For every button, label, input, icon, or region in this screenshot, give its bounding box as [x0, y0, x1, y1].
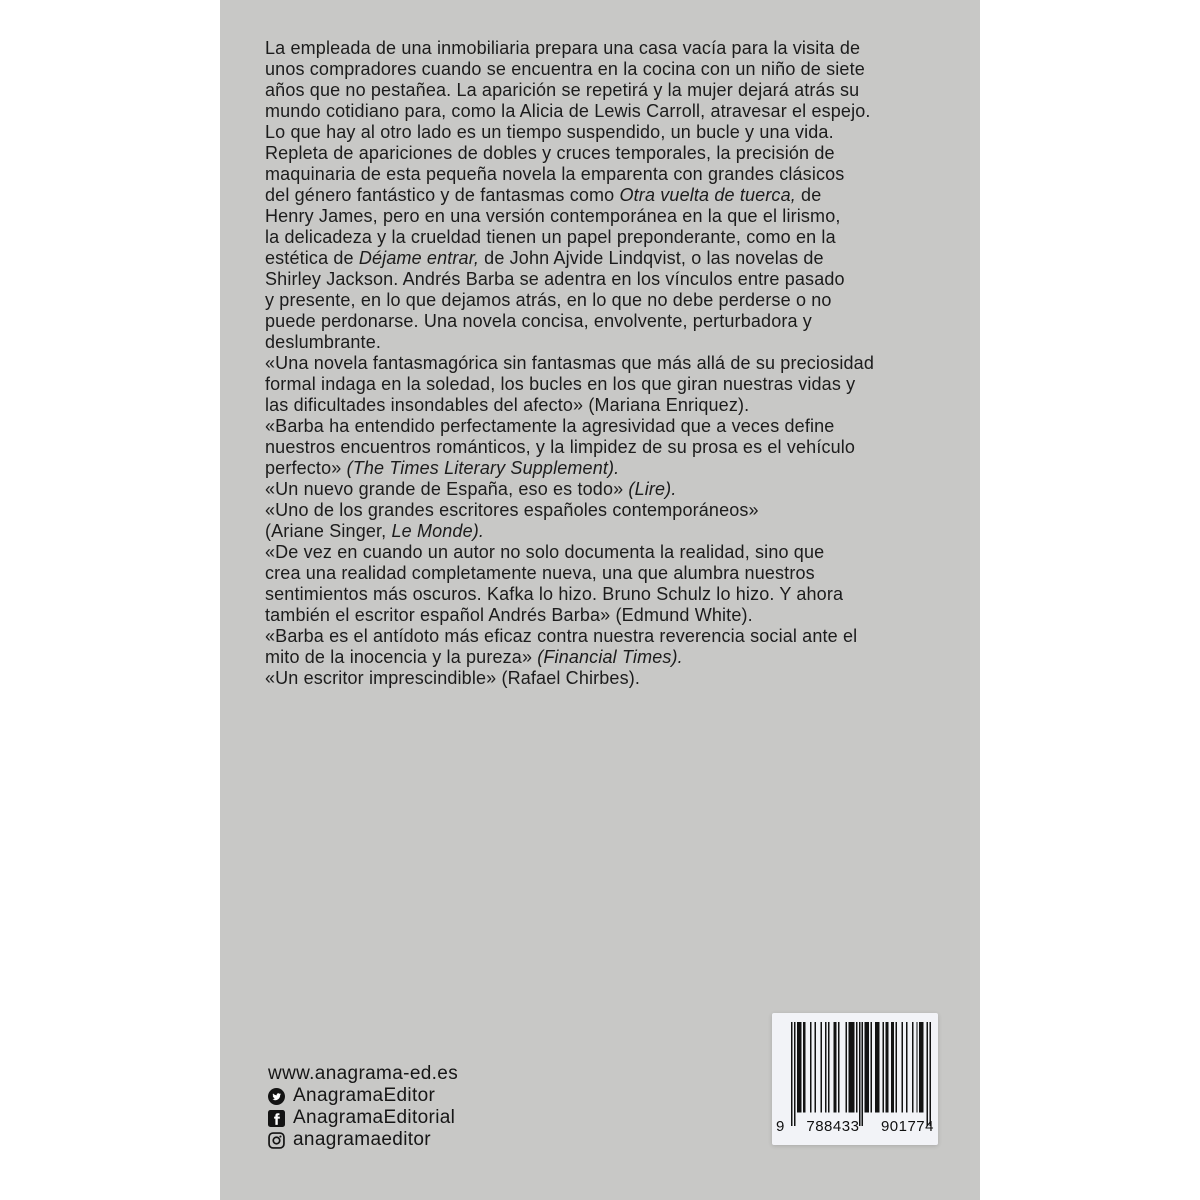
- blurb-line: puede perdonarse. Una novela concisa, envolvente, perturbadora y: [265, 311, 812, 331]
- social-handle: AnagramaEditor: [293, 1085, 436, 1106]
- blurb-line: Repleta de apariciones de dobles y cruces temporales, la precisión de: [265, 143, 835, 163]
- blurb-line: La empleada de una inmobiliaria prepara una casa vacía para la visita de: [265, 38, 861, 58]
- blurb-line: «De vez en cuando un autor no solo documenta la realidad, sino que: [265, 542, 825, 562]
- blurb-line: «Barba es el antídoto más eficaz contra nuestra reverencia social ante el: [265, 626, 858, 646]
- blurb-line: Lo que hay al otro lado es un tiempo suspendido, un bucle y una vida.: [265, 122, 834, 142]
- blurb-line: perfecto» (The Times Literary Supplement).: [265, 458, 620, 478]
- social-handle: anagramaeditor: [293, 1129, 431, 1150]
- publisher-website: www.anagrama-ed.es: [268, 1063, 459, 1084]
- blurb-line: formal indaga en la soledad, los bucles en los que giran nuestras vidas y: [265, 374, 856, 394]
- blurb-line: «Una novela fantasmagórica sin fantasmas que más allá de su preciosidad: [265, 353, 874, 373]
- blurb-line: «Un nuevo grande de España, eso es todo» (Lire).: [265, 479, 677, 499]
- book-back-cover: [220, 0, 980, 1200]
- twitter-icon: [268, 1088, 285, 1105]
- blurb-line: estética de Déjame entrar, de John Ajvide Lindqvist, o las novelas de: [265, 248, 824, 268]
- blurb-line: (Ariane Singer, Le Monde).: [265, 521, 485, 541]
- blurb-line: mito de la inocencia y la pureza» (Financial Times).: [265, 647, 683, 667]
- publisher-links: [268, 1063, 458, 1151]
- blurb-line: mundo cotidiano para, como la Alicia de Lewis Carroll, atravesar el espejo.: [265, 101, 871, 121]
- isbn-left-group: 788433: [806, 1118, 860, 1135]
- blurb-text: [265, 38, 874, 689]
- blurb-line: «Barba ha entendido perfectamente la agresividad que a veces define: [265, 416, 835, 436]
- barcode-bars: [791, 1022, 931, 1126]
- blurb-line: maquinaria de esta pequeña novela la emparenta con grandes clásicos: [265, 164, 845, 184]
- blurb-line: «Uno de los grandes escritores españoles contemporáneos»: [265, 500, 759, 520]
- blurb-line: años que no pestañea. La aparición se repetirá y la mujer dejará atrás su: [265, 80, 860, 100]
- isbn-check-digit: 9: [776, 1118, 785, 1135]
- blurb-line: y presente, en lo que dejamos atrás, en lo que no debe perderse o no: [265, 290, 832, 310]
- social-handle: AnagramaEditorial: [293, 1107, 456, 1128]
- barcode-label: [772, 1013, 938, 1145]
- blurb-line: deslumbrante.: [265, 332, 382, 352]
- social-row-instagram: [268, 1129, 458, 1151]
- blurb-line: unos compradores cuando se encuentra en la cocina con un niño de siete: [265, 59, 865, 79]
- blurb-line: «Un escritor imprescindible» (Rafael Chirbes).: [265, 668, 641, 688]
- blurb-line: la delicadeza y la crueldad tienen un papel preponderante, como en la: [265, 227, 836, 247]
- blurb-line: las dificultades insondables del afecto» (Mariana Enriquez).: [265, 395, 750, 415]
- blurb-line: Henry James, pero en una versión contemporánea en la que el lirismo,: [265, 206, 841, 226]
- blurb-line: también el escritor español Andrés Barba» (Edmund White).: [265, 605, 753, 625]
- blurb-line: del género fantástico y de fantasmas como Otra vuelta de tuerca, de: [265, 185, 822, 205]
- blurb-line: sentimientos más oscuros. Kafka lo hizo. Bruno Schulz lo hizo. Y ahora: [265, 584, 844, 604]
- blurb-line: crea una realidad completamente nueva, una que alumbra nuestros: [265, 563, 815, 583]
- blurb-line: nuestros encuentros románticos, y la limpidez de su prosa es el vehículo: [265, 437, 856, 457]
- facebook-icon: [268, 1110, 285, 1127]
- social-row-facebook: [268, 1107, 458, 1129]
- blurb-line: Shirley Jackson. Andrés Barba se adentra en los vínculos entre pasado: [265, 269, 845, 289]
- isbn-right-group: 901774: [880, 1118, 934, 1135]
- social-row-twitter: [268, 1085, 458, 1107]
- instagram-icon: [268, 1132, 285, 1149]
- barcode-number: [776, 1118, 934, 1135]
